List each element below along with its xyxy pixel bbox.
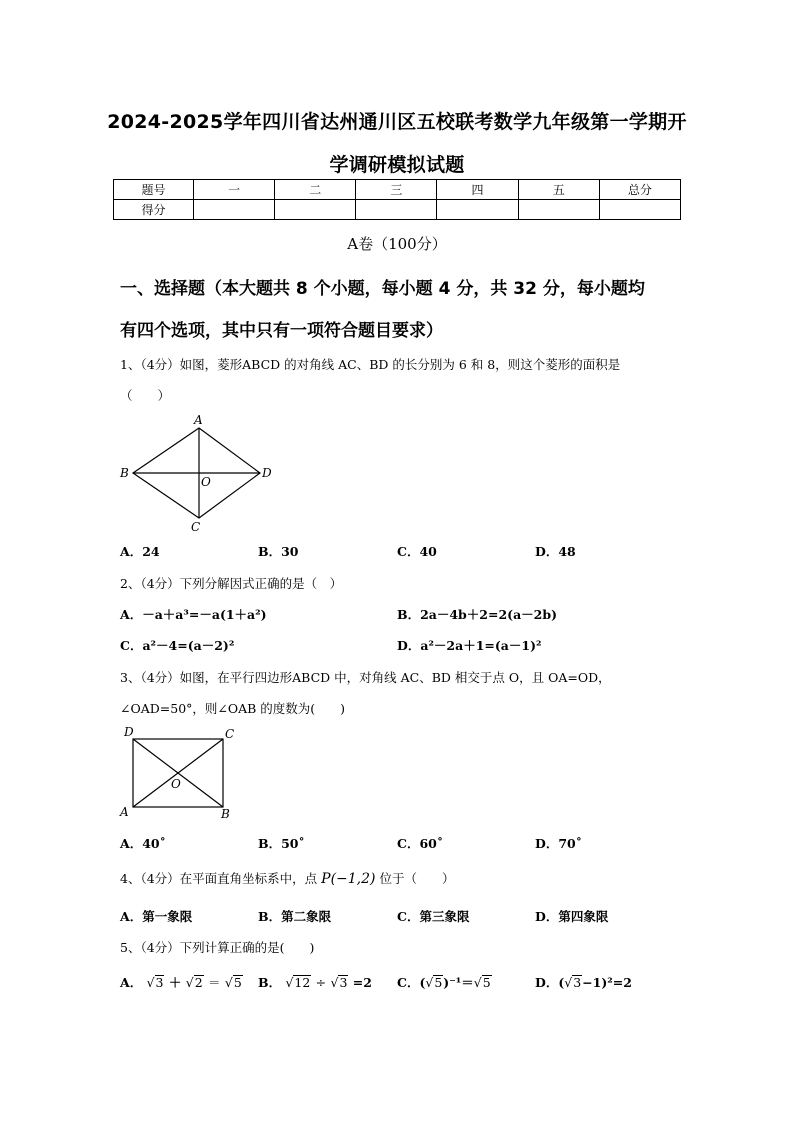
q1-option-a[interactable]: A．24 [120, 544, 160, 559]
score-cell: 四 [437, 180, 518, 200]
q5-stem: 5、（4分）下列计算正确的是( ) [120, 940, 315, 955]
label-c: C [225, 727, 235, 741]
score-blank[interactable] [194, 200, 275, 220]
label-a: A [120, 805, 129, 819]
score-table-score-row [114, 200, 681, 220]
rhombus-figure [115, 410, 285, 535]
doc-title-line1: 2024-2025学年四川省达州通川区五校联考数学九年级第一学期开 [107, 111, 687, 133]
label-d: D [262, 466, 272, 480]
label-o: O [201, 475, 211, 489]
score-cell: 得分 [114, 200, 194, 220]
sqrt-5: 5 [233, 975, 242, 990]
q5-d-prefix: D．( [535, 975, 565, 990]
q3-stem-line1: 3、（4分）如图，在平行四边形ABCD 中，对角线 AC、BD 相交于点 O，且 OA=OD， [120, 670, 611, 685]
q4-option-a[interactable]: A．第一象限 [120, 909, 193, 924]
q1-option-b[interactable]: B．30 [258, 544, 299, 559]
q5-d-rest: −1)²=2 [582, 975, 632, 990]
q3-option-a[interactable]: A．40˚ [120, 836, 166, 851]
score-blank[interactable] [437, 200, 518, 220]
q4-option-b[interactable]: B．第二象限 [258, 909, 332, 924]
equals-two: =2 [352, 975, 372, 990]
q5-b-prefix: B． [258, 975, 282, 990]
sqrt-12: 12 [294, 975, 311, 990]
q5-c-prefix: C．( [397, 975, 426, 990]
q5-option-c[interactable]: C．(√5)⁻¹＝√5 [397, 975, 491, 990]
q2-stem: 2、（4分）下列分解因式正确的是（ ） [120, 576, 343, 591]
q4-stem-post: 位于（ ） [379, 871, 455, 886]
score-blank[interactable] [518, 200, 599, 220]
q4-option-c[interactable]: C．第三象限 [397, 909, 470, 924]
q4-option-d[interactable]: D．第四象限 [535, 909, 609, 924]
score-cell: 五 [518, 180, 599, 200]
label-b: B [120, 466, 129, 480]
score-cell: 题号 [114, 180, 194, 200]
q3-option-b[interactable]: B．50˚ [258, 836, 305, 851]
score-blank[interactable] [599, 200, 680, 220]
q5-a-prefix: A． [120, 975, 143, 990]
doc-title-line2: 学调研模拟试题 [329, 154, 465, 176]
q4-stem [120, 869, 455, 887]
divide-sign: ÷ [315, 975, 327, 990]
section-heading-line2: 有四个选项，其中只有一项符合题目要求） [120, 321, 443, 341]
sqrt-3: 3 [573, 975, 582, 990]
q5-option-b[interactable]: B． √12 ÷ √3 =2 [258, 975, 372, 990]
sqrt-5: 5 [482, 975, 491, 990]
score-cell: 总分 [599, 180, 680, 200]
sqrt-3: 3 [339, 975, 348, 990]
sqrt-3: 3 [155, 975, 164, 990]
q4-point: P(−1,2) [321, 871, 376, 887]
score-cell: 二 [275, 180, 356, 200]
q2-option-c[interactable]: C．a²－4=(a－2)² [120, 638, 235, 653]
q1-stem: 1、（4分）如图，菱形ABCD 的对角线 AC、BD 的长分别为 6 和 8，则这个菱形的面积是 [120, 357, 621, 372]
score-cell: 三 [356, 180, 437, 200]
sqrt-2: 2 [194, 975, 203, 990]
plus-sign: ＋ [168, 975, 182, 990]
inverse-exponent: )⁻¹＝ [443, 975, 474, 990]
q5-option-a[interactable]: A． √3 ＋ √2 ＝ √5 [120, 975, 242, 990]
q3-stem-line2: ∠OAD=50°，则∠OAB 的度数为( ) [120, 701, 346, 716]
volume-title: A卷（100分） [347, 235, 447, 253]
q3-option-d[interactable]: D．70˚ [535, 836, 582, 851]
label-a: A [194, 413, 203, 427]
q3-option-c[interactable]: C．60˚ [397, 836, 444, 851]
q2-option-b[interactable]: B．2a－4b＋2=2(a－2b) [397, 607, 558, 622]
section-heading-line1: 一、选择题（本大题共 8 个小题，每小题 4 分，共 32 分，每小题均 [120, 279, 645, 299]
score-table-header-row [114, 180, 681, 200]
label-d: D [124, 725, 134, 739]
equals-sign: ＝ [208, 975, 221, 990]
score-blank[interactable] [356, 200, 437, 220]
label-c: C [191, 520, 201, 534]
q5-option-d[interactable]: D．(√3−1)²=2 [535, 975, 632, 990]
q1-paren: （ ） [120, 388, 171, 403]
q1-option-d[interactable]: D．48 [535, 544, 576, 559]
parallelogram-figure [115, 722, 245, 822]
score-cell: 一 [194, 180, 275, 200]
q2-option-a[interactable]: A．－a＋a³=－a(1＋a²) [120, 607, 267, 622]
score-table [113, 179, 681, 220]
q2-option-d[interactable]: D．a²－2a＋1=(a－1)² [397, 638, 542, 653]
q1-option-c[interactable]: C．40 [397, 544, 437, 559]
label-o: O [171, 777, 181, 791]
q4-stem-pre: 4、（4分）在平面直角坐标系中，点 [120, 871, 318, 886]
sqrt-5: 5 [434, 975, 443, 990]
score-blank[interactable] [275, 200, 356, 220]
label-b: B [221, 807, 230, 821]
